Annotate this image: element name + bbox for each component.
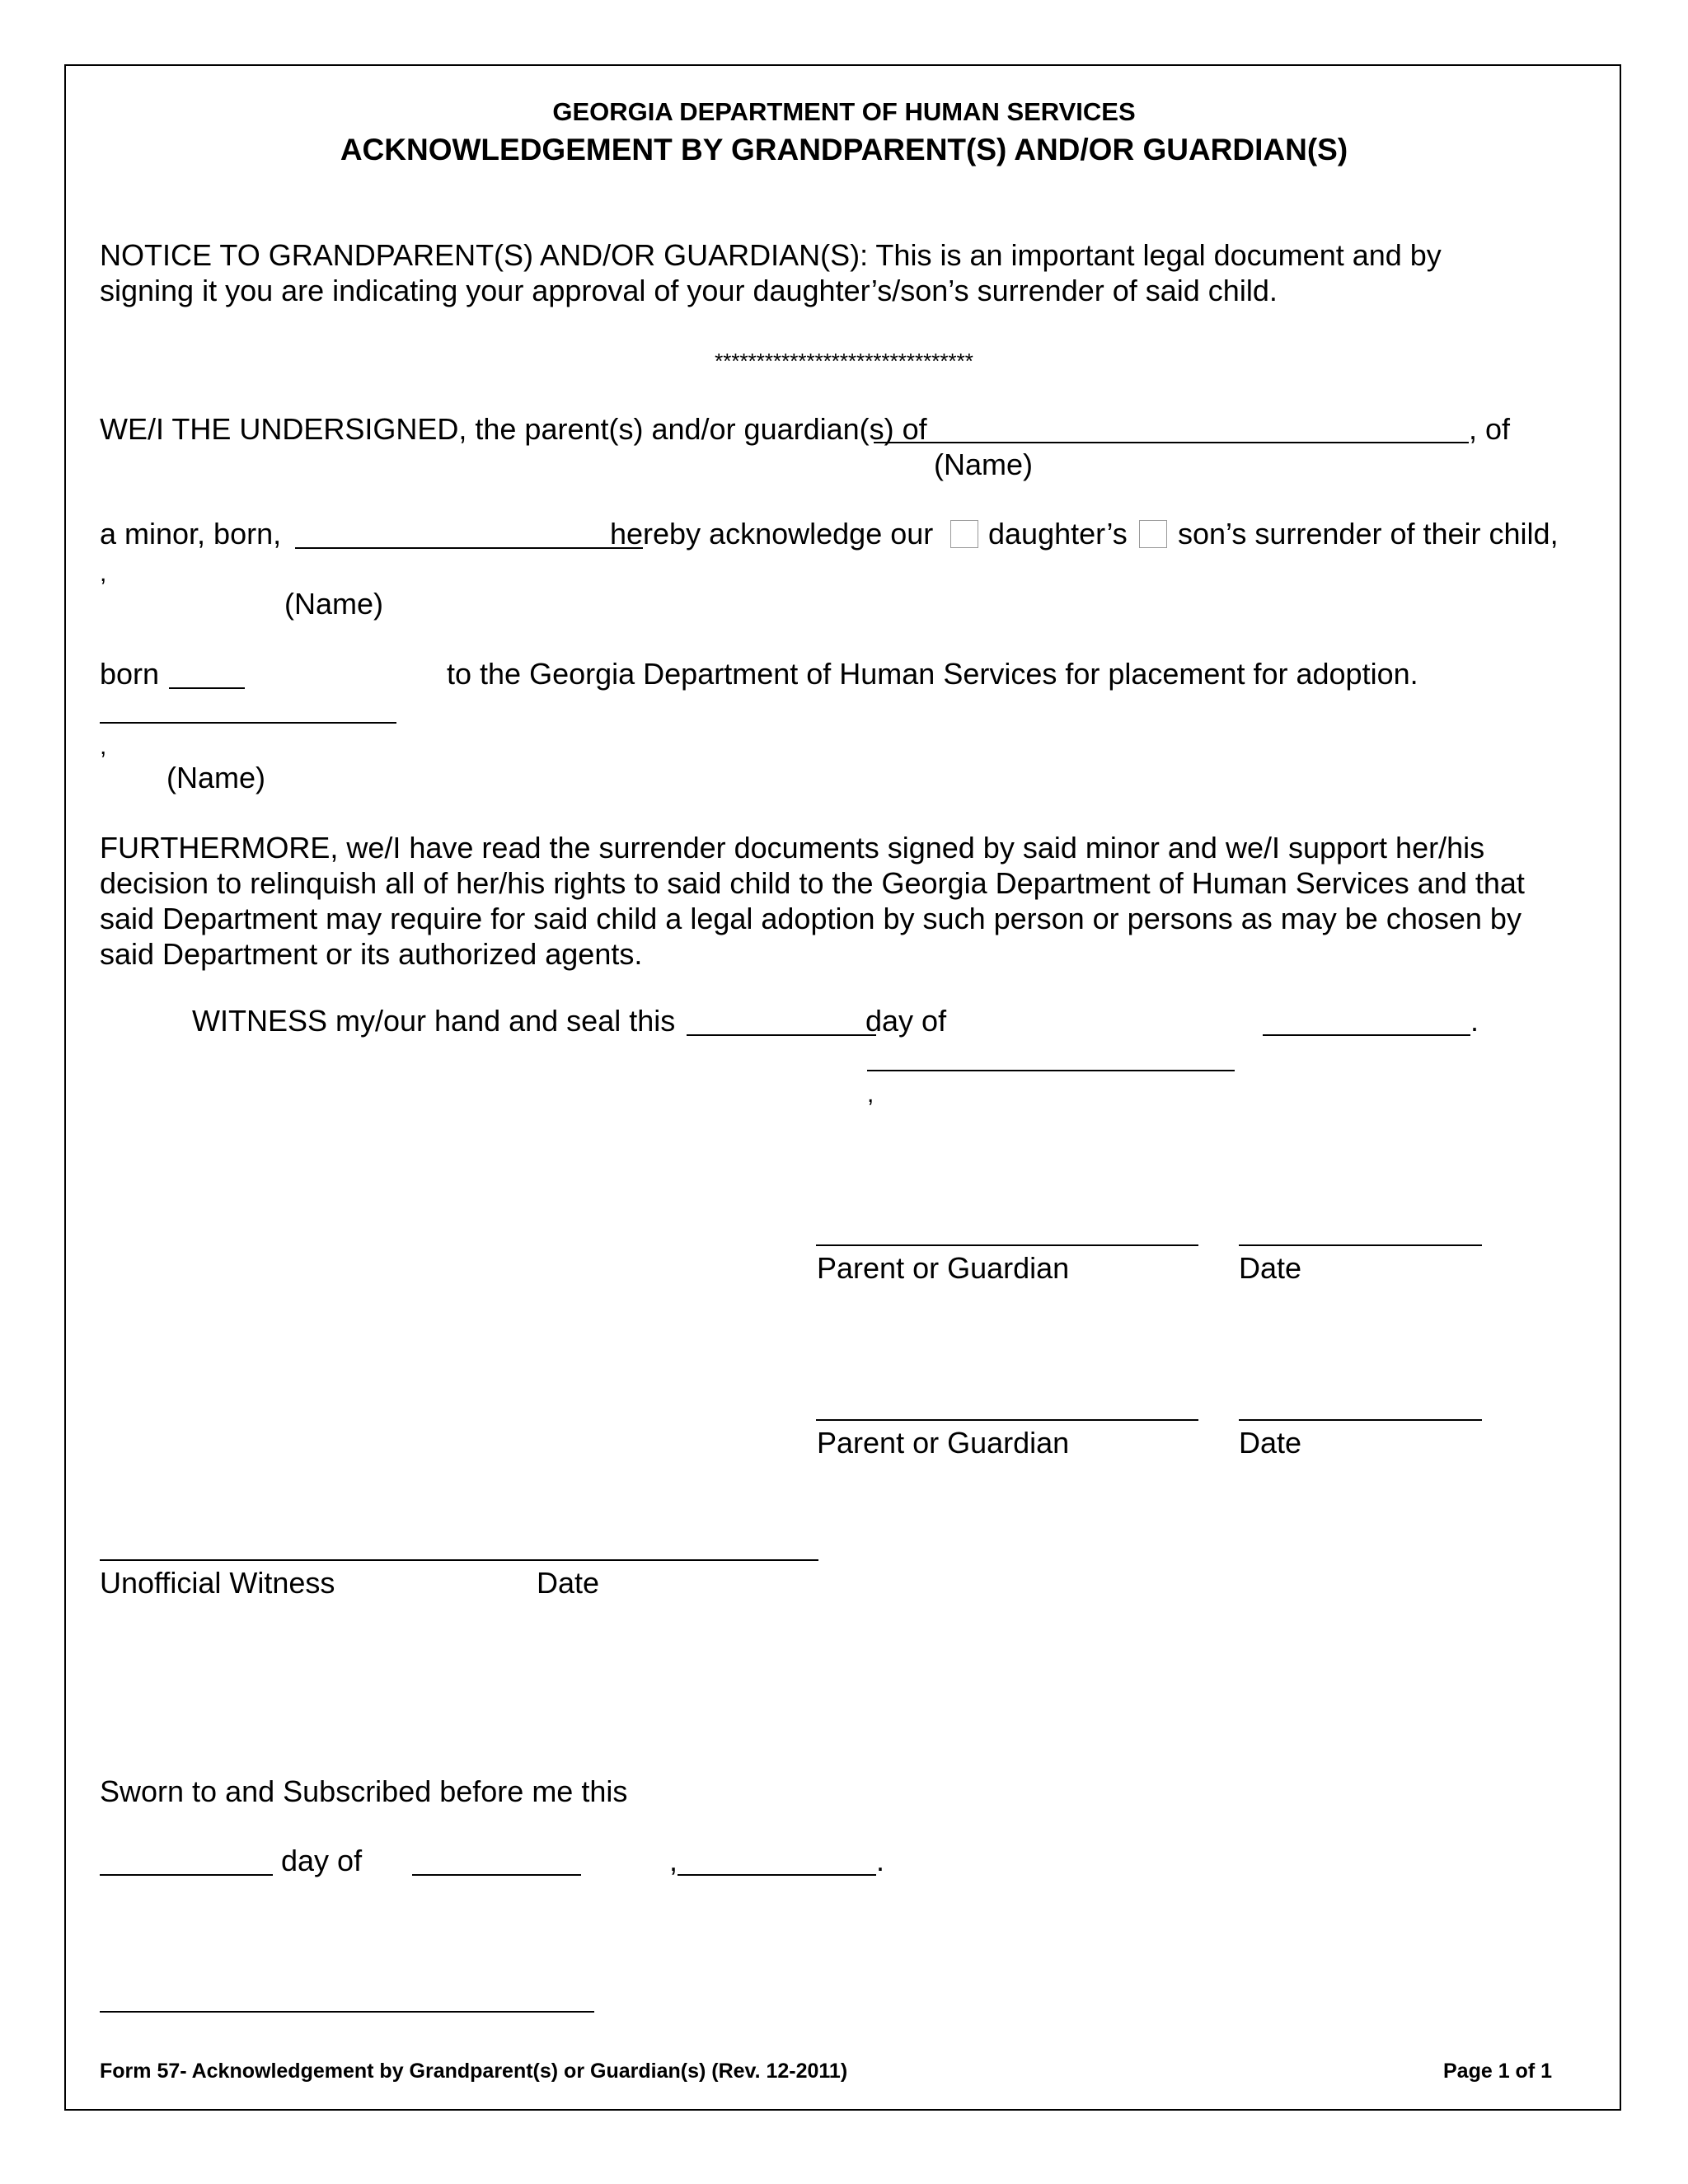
unofficial-witness-date-label: Date (537, 1566, 600, 1600)
name-caption-3: (Name) (166, 761, 266, 794)
furthermore-line-2: decision to relinquish all of her/his rights to said child to the Georgia Department of Human Services and that (100, 866, 1525, 900)
born-text: to the Georgia Department of Human Services for placement for adoption. (447, 657, 1418, 691)
name-caption-1: (Name) (934, 448, 1034, 481)
sworn-comma: , (669, 1844, 678, 1877)
separator-asterisks: ******************************* (715, 349, 973, 373)
child-name-line[interactable] (100, 722, 396, 724)
born-comma: , (100, 733, 107, 760)
born-prefix: born (100, 657, 160, 691)
son-label: son’s surrender of their child, (1178, 517, 1559, 551)
parent1-signature-line[interactable] (816, 1244, 1198, 1246)
notice-line-1: NOTICE TO GRANDPARENT(S) AND/OR GUARDIAN(S): This is an important legal document and by (100, 238, 1442, 272)
minor-comma: , (100, 560, 107, 587)
parent1-label: Parent or Guardian (817, 1251, 1070, 1285)
date2-label: Date (1239, 1426, 1302, 1460)
undersigned-suffix: , of (1469, 412, 1511, 446)
notice-line-2: signing it you are indicating your approval of your daughter’s/son’s surrender of said child. (100, 274, 1278, 307)
hereby-text: hereby acknowledge our (610, 517, 934, 551)
minor-born-prefix: a minor, born, (100, 517, 282, 551)
form-number: Form 57- Acknowledgement by Grandparent(s) or Guardian(s) (Rev. 12-2011) (100, 2060, 848, 2083)
undersigned-text: WE/I THE UNDERSIGNED, the parent(s) and/or guardian(s) of (100, 412, 927, 446)
daughter-label: daughter’s (988, 517, 1128, 551)
son-checkbox[interactable] (1139, 520, 1167, 548)
date1-line[interactable] (1239, 1244, 1482, 1246)
name-caption-2: (Name) (284, 587, 384, 621)
form-title: ACKNOWLEDGEMENT BY GRANDPARENT(S) AND/OR GUARDIAN(S) (340, 133, 1348, 166)
unofficial-witness-label: Unofficial Witness (100, 1566, 335, 1600)
witness-period: . (1470, 1004, 1479, 1038)
sworn-text: Sworn to and Subscribed before me this (100, 1774, 628, 1808)
notary-signature-line[interactable] (100, 2011, 594, 2013)
witness-day-of: day of (865, 1004, 947, 1038)
page-number: Page 1 of 1 (1443, 2060, 1552, 2083)
grandchild-name-line[interactable] (874, 442, 1469, 443)
furthermore-line-4: said Department or its authorized agents. (100, 937, 643, 971)
furthermore-paragraph (100, 830, 1567, 972)
sworn-day-of: day of (281, 1844, 363, 1877)
minor-birthdate-line[interactable] (295, 547, 643, 549)
notice-paragraph (100, 237, 1567, 308)
daughter-checkbox[interactable] (950, 520, 978, 548)
furthermore-line-1: FURTHERMORE, we/I have read the surrender documents signed by said minor and we/I support her/his (100, 831, 1485, 865)
department-name: GEORGIA DEPARTMENT OF HUMAN SERVICES (552, 97, 1136, 126)
witness-month-line[interactable] (867, 1070, 1235, 1071)
witness-day-line[interactable] (687, 1034, 876, 1036)
born-date-line[interactable] (169, 687, 245, 689)
date2-line[interactable] (1239, 1419, 1482, 1421)
sworn-month-line[interactable] (412, 1874, 581, 1876)
witness-comma: , (867, 1080, 874, 1108)
sworn-period: . (876, 1844, 885, 1877)
sworn-day-line[interactable] (100, 1874, 273, 1876)
parent2-label: Parent or Guardian (817, 1426, 1070, 1460)
furthermore-line-3: said Department may require for said child a legal adoption by such person or persons as may be chosen by (100, 902, 1522, 935)
parent2-signature-line[interactable] (816, 1419, 1198, 1421)
unofficial-witness-line[interactable] (100, 1559, 818, 1561)
witness-text: WITNESS my/our hand and seal this (192, 1004, 676, 1038)
sworn-year-line[interactable] (678, 1874, 876, 1876)
date1-label: Date (1239, 1251, 1302, 1285)
witness-year-line[interactable] (1263, 1034, 1470, 1036)
